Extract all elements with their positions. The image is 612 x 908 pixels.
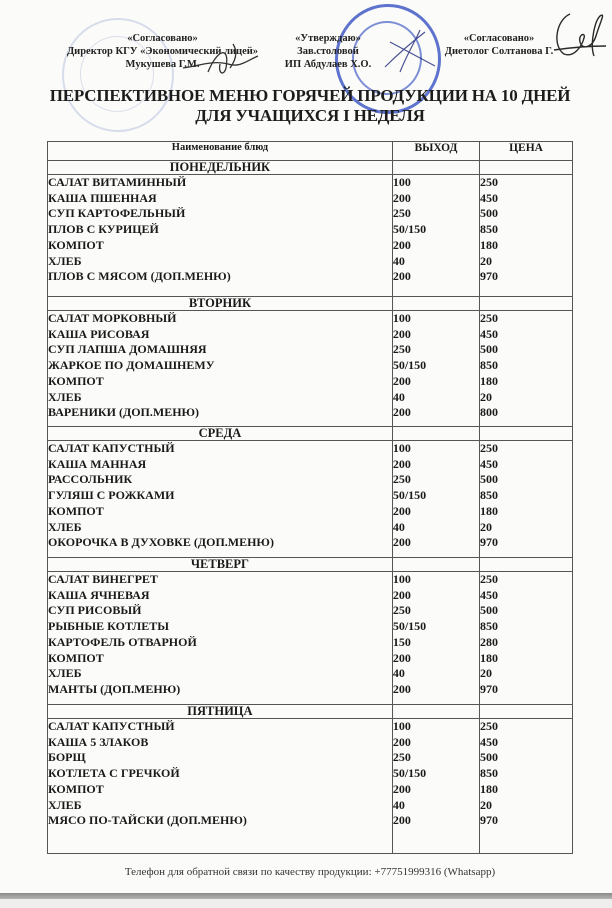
dish-name: КАРТОФЕЛЬ ОТВАРНОЙ [48,634,197,649]
dish-output: 200 [392,373,411,388]
dish-names-cell [48,311,393,427]
price-cell [480,719,573,854]
menu-table [47,141,573,854]
dish-name: ЖАРКОЕ ПО ДОМАШНЕМУ [48,358,215,373]
dish-price: 850 [480,488,499,503]
header-price: ЦЕНА [480,142,573,161]
table-header-row [48,142,573,161]
approval-heading: «Утверждаю» [295,33,361,44]
dish-output: 40 [392,797,405,812]
dish-price: 250 [480,311,499,325]
dish-output: 100 [392,441,411,455]
title-line-2: ДЛЯ УЧАЩИХСЯ I НЕДЕЛЯ [195,106,425,125]
dish-price: 180 [480,373,499,388]
dish-name: САЛАТ МОРКОВНЫЙ [48,311,177,325]
day-row [48,427,573,441]
dish-output: 40 [392,253,405,268]
dish-output: 200 [392,269,411,284]
dish-output: 250 [392,472,411,487]
dish-output: 100 [392,719,411,733]
dish-names-cell [48,719,393,854]
dish-name: ХЛЕБ [48,797,82,812]
dish-output: 200 [392,535,411,550]
dish-output: 200 [392,456,411,471]
header-dish-name: Наименование блюд [48,142,393,161]
dish-output: 200 [392,326,411,341]
dish-name: ВАРЕНИКИ (ДОП.МЕНЮ) [48,405,200,420]
feedback-phone-footer: Телефон для обратной связи по качеству продукции: +77751999316 (Whatsapp) [124,866,496,878]
empty-cell [480,558,573,572]
dish-output: 200 [392,190,411,205]
dish-price: 800 [480,405,499,420]
dish-price: 20 [480,519,493,534]
dish-price: 20 [480,797,493,812]
dish-name: ХЛЕБ [48,666,82,681]
header-output: ВЫХОД [392,142,479,161]
dish-price: 850 [480,222,499,237]
day-row [48,297,573,311]
dish-price: 500 [480,472,499,487]
output-cell [392,572,479,705]
dish-output: 200 [392,781,411,796]
signature-director [178,38,268,78]
output-cell [392,441,479,558]
day-row [48,558,573,572]
dish-name: САЛАТ КАПУСТНЫЙ [48,719,175,733]
dish-output: 200 [392,734,411,749]
dish-price: 450 [480,587,499,602]
approval-name: Мукушева Г.М. [125,59,200,70]
dish-price: 450 [480,190,499,205]
dish-name: КАША ЯЧНЕВАЯ [48,587,150,602]
dish-name: ОКОРОЧКА В ДУХОВКЕ (ДОП.МЕНЮ) [48,535,274,550]
dish-price: 450 [480,326,499,341]
approval-position: Зав.столовой [297,46,359,57]
empty-cell [392,427,479,441]
day-items-row [48,441,573,558]
dish-output: 50/150 [392,358,427,373]
day-items-row [48,572,573,705]
dish-price: 450 [480,734,499,749]
dish-name: КОТЛЕТА С ГРЕЧКОЙ [48,766,180,781]
document-title [40,86,580,126]
dish-name: КОМПОТ [48,237,104,252]
dish-names-cell [48,175,393,297]
empty-cell [392,558,479,572]
day-row [48,705,573,719]
dish-price: 180 [480,503,499,518]
approval-name: ИП Абдулаев Х.О. [284,59,372,70]
dish-name: САЛАТ ВИНЕГРЕТ [48,572,158,586]
dish-price: 280 [480,634,499,649]
output-cell [392,311,479,427]
empty-cell [480,705,573,719]
dish-price: 250 [480,441,499,455]
dish-price: 500 [480,206,499,221]
dish-price: 180 [480,781,499,796]
dish-name: САЛАТ КАПУСТНЫЙ [48,441,175,455]
dish-price: 20 [480,389,493,404]
dish-name: КАША МАННАЯ [48,456,147,471]
dish-output: 100 [392,572,411,586]
price-cell [480,441,573,558]
dish-name: РЫБНЫЕ КОТЛЕТЫ [48,619,170,634]
dish-names-cell [48,572,393,705]
dish-price: 500 [480,342,499,357]
day-name: ПОНЕДЕЛЬНИК [48,161,393,175]
dish-name: РАССОЛЬНИК [48,472,133,487]
dish-output: 200 [392,237,411,252]
approval-canteen-head [268,32,388,71]
day-items-row [48,175,573,297]
empty-cell [392,705,479,719]
dish-output: 50/150 [392,766,427,781]
dish-name: КОМПОТ [48,503,104,518]
dish-price: 970 [480,269,499,284]
dish-name: КАША РИСОВАЯ [48,326,150,341]
background-strip [0,899,612,908]
day-name: ЧЕТВЕРГ [48,558,393,572]
empty-cell [480,427,573,441]
dish-price: 20 [480,666,493,681]
dish-name: КОМПОТ [48,373,104,388]
approval-heading: «Согласовано» [463,33,535,44]
dish-price: 250 [480,719,499,733]
dish-name: СУП РИСОВЫЙ [48,603,142,618]
dish-name: КОМПОТ [48,650,104,665]
dish-output: 200 [392,681,411,696]
dish-name: КОМПОТ [48,781,104,796]
dish-output: 50/150 [392,619,427,634]
day-items-row [48,311,573,427]
approval-heading: «Согласовано» [127,33,198,44]
approval-position: Директор КГУ «Экономический лицей» [66,46,259,57]
empty-cell [480,297,573,311]
dish-output: 200 [392,650,411,665]
dish-price: 450 [480,456,499,471]
signature-dietitian [548,6,610,64]
dish-output: 50/150 [392,222,427,237]
dish-output: 40 [392,519,405,534]
dish-output: 200 [392,587,411,602]
dish-price: 180 [480,650,499,665]
dish-name: БОРЩ [48,750,86,765]
dish-price: 500 [480,603,499,618]
dish-name: ПЛОВ С КУРИЦЕЙ [48,222,159,237]
dish-name: КАША 5 ЗЛАКОВ [48,734,149,749]
dish-price: 970 [480,813,499,828]
dish-name: ХЛЕБ [48,253,82,268]
dish-output: 250 [392,603,411,618]
dish-output: 40 [392,666,405,681]
dish-output: 200 [392,405,411,420]
dish-name: ХЛЕБ [48,519,82,534]
dish-name: САЛАТ ВИТАМИННЫЙ [48,175,187,189]
dish-name: ХЛЕБ [48,389,82,404]
dish-output: 40 [392,389,405,404]
dish-price: 20 [480,253,493,268]
title-line-1: ПЕРСПЕКТИВНОЕ МЕНЮ ГОРЯЧЕЙ ПРОДУКЦИИ НА 10 ДНЕЙ [49,86,571,105]
dish-output: 250 [392,750,411,765]
output-cell [392,719,479,854]
day-name: СРЕДА [48,427,393,441]
dish-name: МЯСО ПО-ТАЙСКИ (ДОП.МЕНЮ) [48,813,247,828]
dish-name: КАША ПШЕННАЯ [48,190,157,205]
dish-output: 150 [392,634,411,649]
price-cell [480,311,573,427]
dish-name: МАНТЫ (ДОП.МЕНЮ) [48,681,181,696]
dish-name: ГУЛЯШ С РОЖКАМИ [48,488,175,503]
dish-price: 250 [480,175,499,189]
dish-output: 100 [392,311,411,325]
dish-names-cell [48,441,393,558]
price-cell [480,175,573,297]
approval-position: Диетолог Солтанова Г. [444,46,554,57]
day-name: ВТОРНИК [48,297,393,311]
dish-name: ПЛОВ С МЯСОМ (ДОП.МЕНЮ) [48,269,231,284]
price-cell [480,572,573,705]
dish-name: СУП ЛАПША ДОМАШНЯЯ [48,342,207,357]
dish-output: 50/150 [392,488,427,503]
day-name: ПЯТНИЦА [48,705,393,719]
dish-price: 850 [480,766,499,781]
dish-output: 250 [392,206,411,221]
dish-output: 200 [392,813,411,828]
dish-price: 850 [480,358,499,373]
output-cell [392,175,479,297]
empty-cell [392,161,479,175]
day-row [48,161,573,175]
dish-price: 180 [480,237,499,252]
dish-price: 970 [480,535,499,550]
day-items-row [48,719,573,854]
dish-price: 250 [480,572,499,586]
dish-output: 100 [392,175,411,189]
signature-canteen-head [380,22,440,77]
dish-price: 850 [480,619,499,634]
empty-cell [480,161,573,175]
dish-price: 500 [480,750,499,765]
dish-output: 250 [392,342,411,357]
dish-output: 200 [392,503,411,518]
empty-cell [392,297,479,311]
dish-name: СУП КАРТОФЕЛЬНЫЙ [48,206,186,221]
dish-price: 970 [480,681,499,696]
